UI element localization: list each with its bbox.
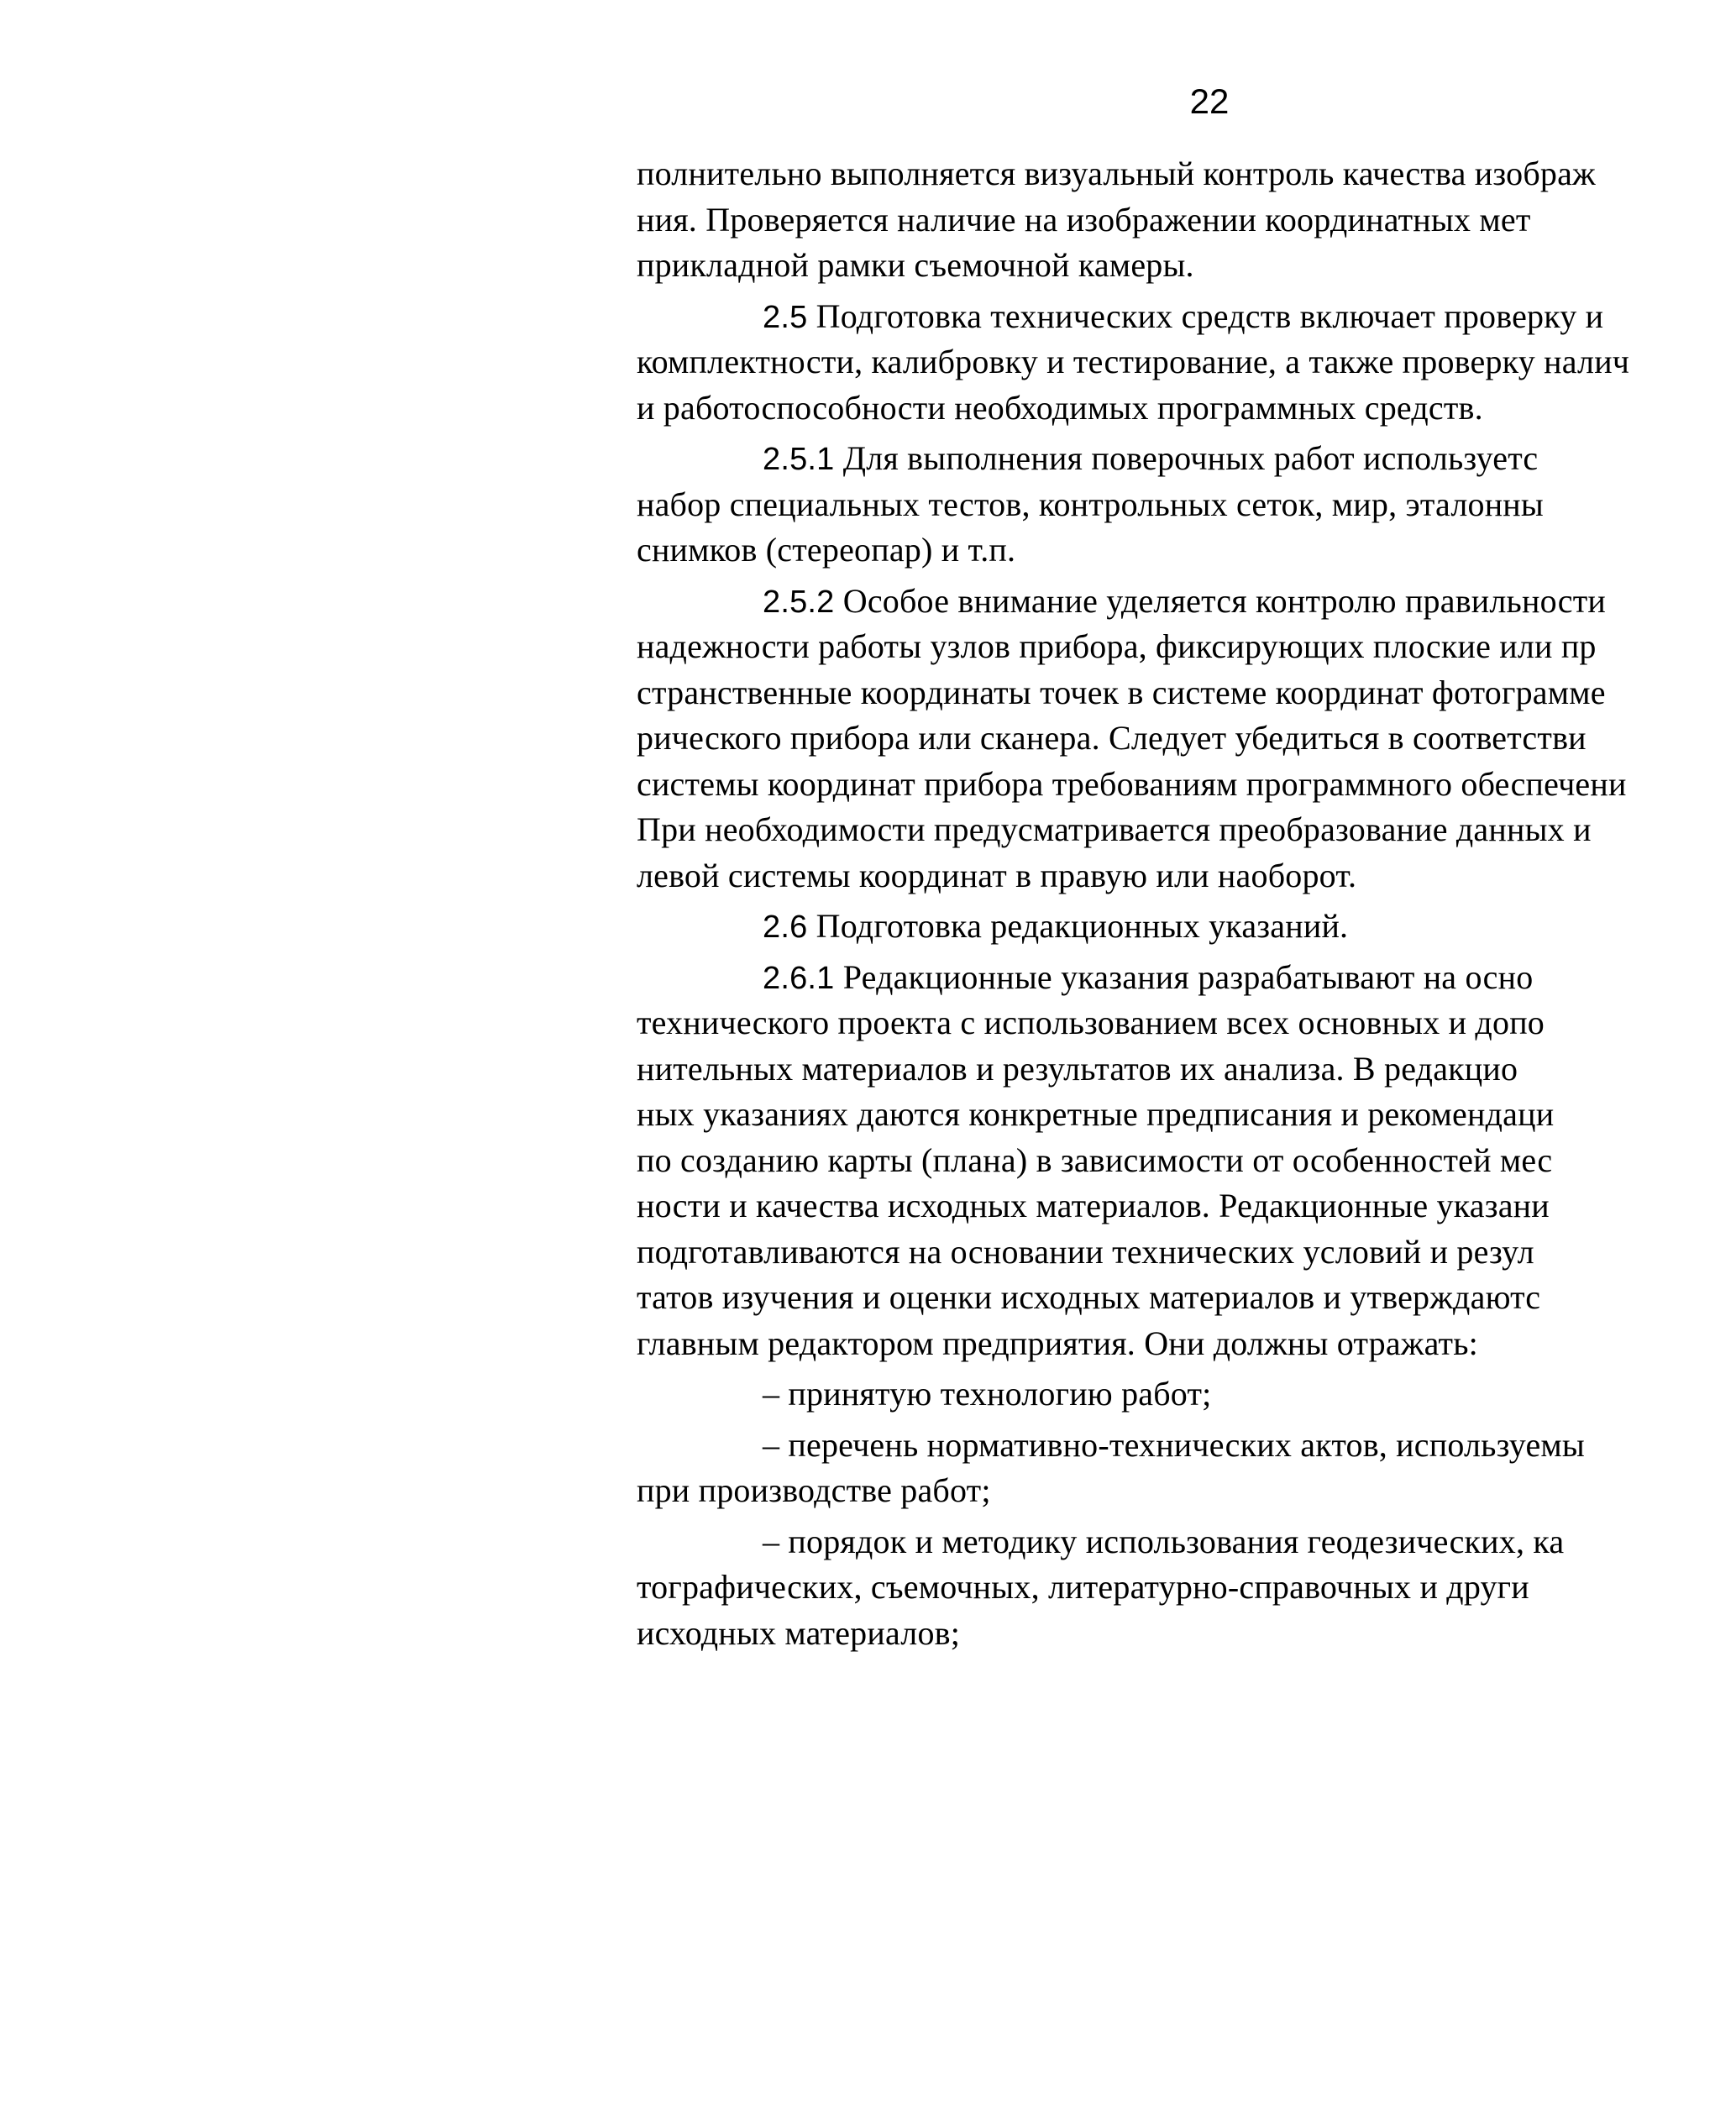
text-line: нительных материалов и результатов их анализа. В редакцио xyxy=(637,1049,1518,1088)
text-line: комплектности, калибровку и тестирование, а также проверку налич xyxy=(637,343,1630,380)
text-line: при производстве работ; xyxy=(637,1471,991,1509)
section-number: 2.5.1 xyxy=(763,442,835,477)
list-item-methodology xyxy=(637,1519,1736,1657)
text-line: полнительно выполняется визуальный контроль качества изображ xyxy=(637,155,1596,192)
text-fragment: Для выполнения поверочных работ используетс xyxy=(834,439,1539,477)
list-item-normative-acts xyxy=(637,1423,1736,1514)
text-line: исходных материалов; xyxy=(637,1613,961,1652)
text-line xyxy=(637,579,1736,625)
text-line: ния. Проверяется наличие на изображении координатных мет xyxy=(637,200,1531,239)
text-line: прикладной рамки съемочной камеры. xyxy=(637,246,1194,284)
text-line: – порядок и методику использования геодезических, ка xyxy=(763,1522,1565,1560)
text-line: левой системы координат в правую или наоборот. xyxy=(637,856,1357,894)
text-fragment: Подготовка редакционных указаний. xyxy=(807,907,1349,945)
section-number: 2.6.1 xyxy=(763,960,835,996)
document-body xyxy=(637,151,1736,1680)
list-item-technology xyxy=(637,1371,1736,1418)
paragraph-continuation xyxy=(637,151,1736,289)
text-line: татов изучения и оценки исходных материалов и утверждаютс xyxy=(637,1278,1541,1316)
text-fragment: Особое внимание уделяется контролю правильности xyxy=(834,581,1607,620)
text-line: ных указаниях даются конкретные предписания и рекомендаци xyxy=(637,1095,1555,1133)
text-line: – принятую технологию работ; xyxy=(763,1375,1212,1413)
text-line: тографических, съемочных, литературно-справочных и други xyxy=(637,1568,1529,1606)
text-line: При необходимости предусматривается преобразование данных и xyxy=(637,810,1592,848)
text-line: ности и качества исходных материалов. Редакционные указани xyxy=(637,1187,1550,1224)
text-line: набор специальных тестов, контрольных сеток, мир, эталонны xyxy=(637,485,1544,523)
text-line: и работоспособности необходимых программных средств. xyxy=(637,388,1483,427)
text-line xyxy=(637,904,1736,950)
text-line: – перечень нормативно-технических актов, используемы xyxy=(763,1425,1585,1464)
text-line: странственные координаты точек в системе координат фотограмме xyxy=(637,673,1606,711)
paragraph-2-5 xyxy=(637,294,1736,432)
text-fragment: Подготовка технических средств включает проверку и xyxy=(807,296,1604,335)
text-line: по созданию карты (плана) в зависимости от особенностей мес xyxy=(637,1140,1553,1179)
text-line: технического проекта с использованием всех основных и допо xyxy=(637,1004,1545,1041)
text-line: подготавливаются на основании технических условий и резул xyxy=(637,1232,1534,1271)
paragraph-2-6-1 xyxy=(637,955,1736,1367)
text-line xyxy=(637,294,1736,340)
text-line xyxy=(637,436,1736,482)
paragraph-2-5-1 xyxy=(637,436,1736,574)
text-line: главным редактором предприятия. Они должны отражать: xyxy=(637,1324,1478,1362)
text-line: системы координат прибора требованиям программного обеспечени xyxy=(637,764,1627,803)
page-number: 22 xyxy=(1189,81,1230,121)
section-number: 2.6 xyxy=(763,910,808,945)
section-number: 2.5.2 xyxy=(763,584,835,620)
text-line: снимков (стереопар) и т.п. xyxy=(637,531,1016,569)
text-line xyxy=(637,955,1736,1001)
section-number: 2.5 xyxy=(763,299,808,335)
text-line: надежности работы узлов прибора, фиксирующих плоские или пр xyxy=(637,627,1597,665)
text-line: рического прибора или сканера. Следует убедиться в соответстви xyxy=(637,719,1587,757)
paragraph-2-5-2 xyxy=(637,579,1736,899)
paragraph-2-6 xyxy=(637,904,1736,950)
text-fragment: Редакционные указания разрабатывают на осно xyxy=(834,957,1534,996)
